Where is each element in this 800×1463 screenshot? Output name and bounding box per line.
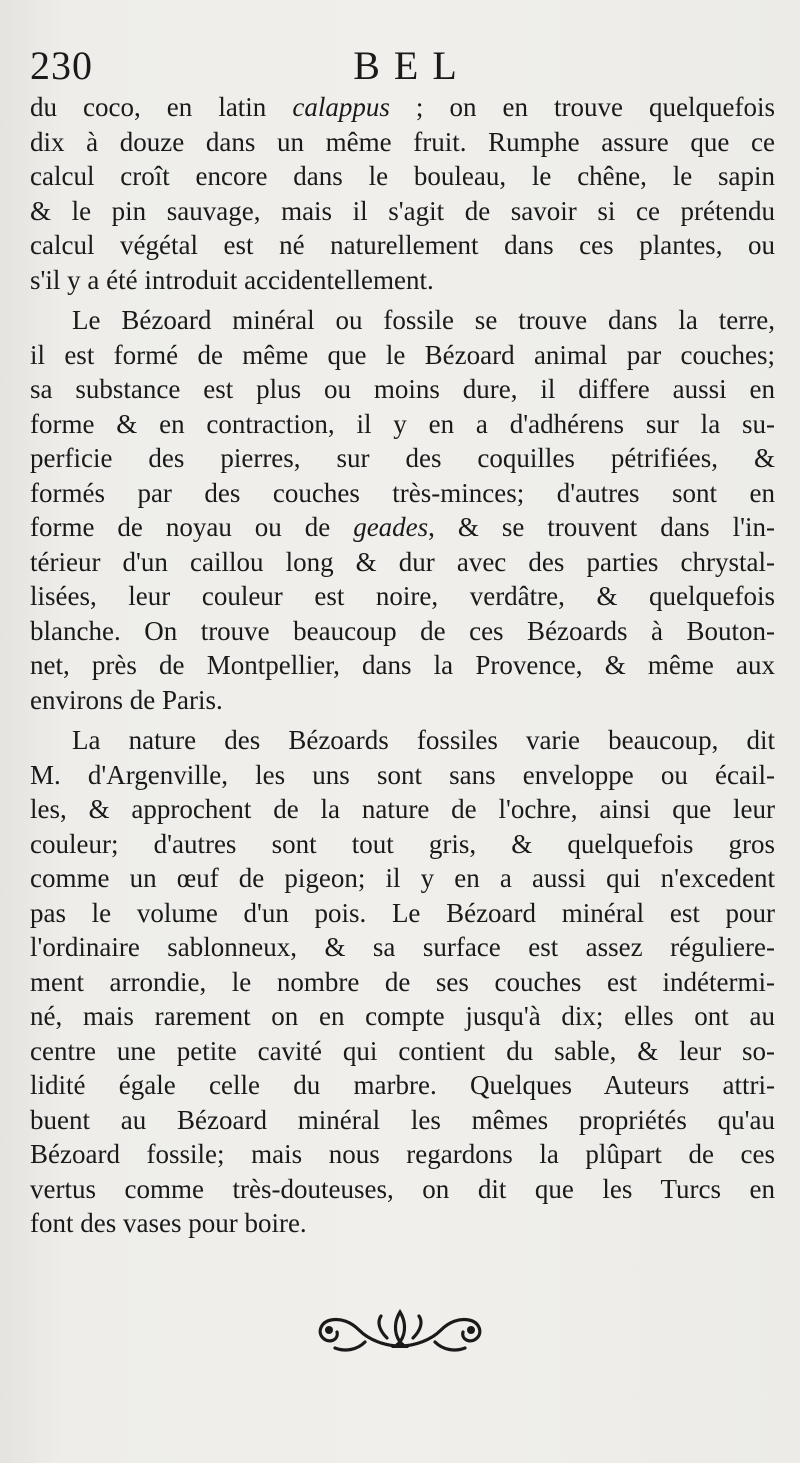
page-header xyxy=(30,40,780,92)
text-line: environs de Paris. xyxy=(30,684,223,715)
text-line: térieur d'un caillou long & dur avec des parties chrystal- xyxy=(30,546,775,577)
text-line: forme & en contraction, il y en a d'adhérens sur la su- xyxy=(30,408,775,439)
paragraph xyxy=(30,723,775,1241)
text-line: lidité égale celle du marbre. Quelques Auteurs attri- xyxy=(30,1070,775,1100)
text-line: comme un œuf de pigeon; il y en a aussi qui n'excedent xyxy=(30,863,775,893)
text-line: calcul croît encore dans le bouleau, le chêne, le sapin xyxy=(30,161,775,191)
text-line: font des vases pour boire. xyxy=(30,1208,307,1238)
italic-term: geades xyxy=(353,512,429,542)
text-line: du coco, en latin calappus ; on en trouve quelquefois xyxy=(30,92,775,122)
text-line: l'ordinaire sablonneux, & sa surface est assez réguliere- xyxy=(30,932,775,962)
text-line: blanche. On trouve beaucoup de ces Bézoards à Bouton- xyxy=(30,615,775,646)
text-line: buent au Bézoard minéral les mêmes propriétés qu'au xyxy=(30,1104,775,1135)
text-line: né, mais rarement on en compte jusqu'à dix; elles ont au xyxy=(30,1001,775,1031)
text-line: il est formé de même que le Bézoard animal par couches; xyxy=(30,339,775,370)
text-line: forme de noyau ou de geades, & se trouvent dans l'in- xyxy=(30,512,776,542)
latin-term: calappus xyxy=(292,92,390,122)
text-line: dix à douze dans un même fruit. Rumphe assure que ce xyxy=(30,126,775,157)
paragraph xyxy=(30,303,775,717)
text-line: net, près de Montpellier, dans la Provence, & même aux xyxy=(30,650,775,680)
text-line: perficie des pierres, sur des coquilles pétrifiées, & xyxy=(30,443,775,473)
text-line: M. d'Argenville, les uns sont sans enveloppe ou écail- xyxy=(30,759,775,790)
text-line: pas le volume d'un pois. Le Bézoard minéral est pour xyxy=(30,897,775,928)
text-line: s'il y a été introduit accidentellement. xyxy=(30,264,434,295)
decorative-ornament xyxy=(305,1302,495,1358)
text-line: lisées, leur couleur est noire, verdâtre, & quelquefois xyxy=(30,581,775,611)
body-text xyxy=(30,90,775,1241)
text-line: Bézoard fossile; mais nous regardons la plûpart de ces xyxy=(30,1139,775,1169)
paragraph xyxy=(30,90,775,297)
text-line: & le pin sauvage, mais il s'agit de savoir si ce prétendu xyxy=(30,195,775,226)
page-number: 230 xyxy=(30,43,93,88)
text-line: calcul végétal est né naturellement dans ces plantes, ou xyxy=(30,230,775,260)
text-line: couleur; d'autres sont tout gris, & quelquefois gros xyxy=(30,828,775,859)
running-head: BEL xyxy=(353,43,471,88)
text-line: centre une petite cavité qui contient du sable, & leur so- xyxy=(30,1035,775,1066)
text-line: La nature des Bézoards fossiles varie beaucoup, dit xyxy=(72,725,775,755)
text-line: formés par des couches très-minces; d'autres sont en xyxy=(30,477,775,508)
text-line: vertus comme très-douteuses, on dit que les Turcs en xyxy=(30,1173,775,1204)
text-line: ment arrondie, le nombre de ses couches est indétermi- xyxy=(30,966,775,997)
text-line: sa substance est plus ou moins dure, il differe aussi en xyxy=(30,374,775,404)
text-line: les, & approchent de la nature de l'ochre, ainsi que leur xyxy=(30,794,775,824)
text-line: Le Bézoard minéral ou fossile se trouve dans la terre, xyxy=(72,305,775,335)
